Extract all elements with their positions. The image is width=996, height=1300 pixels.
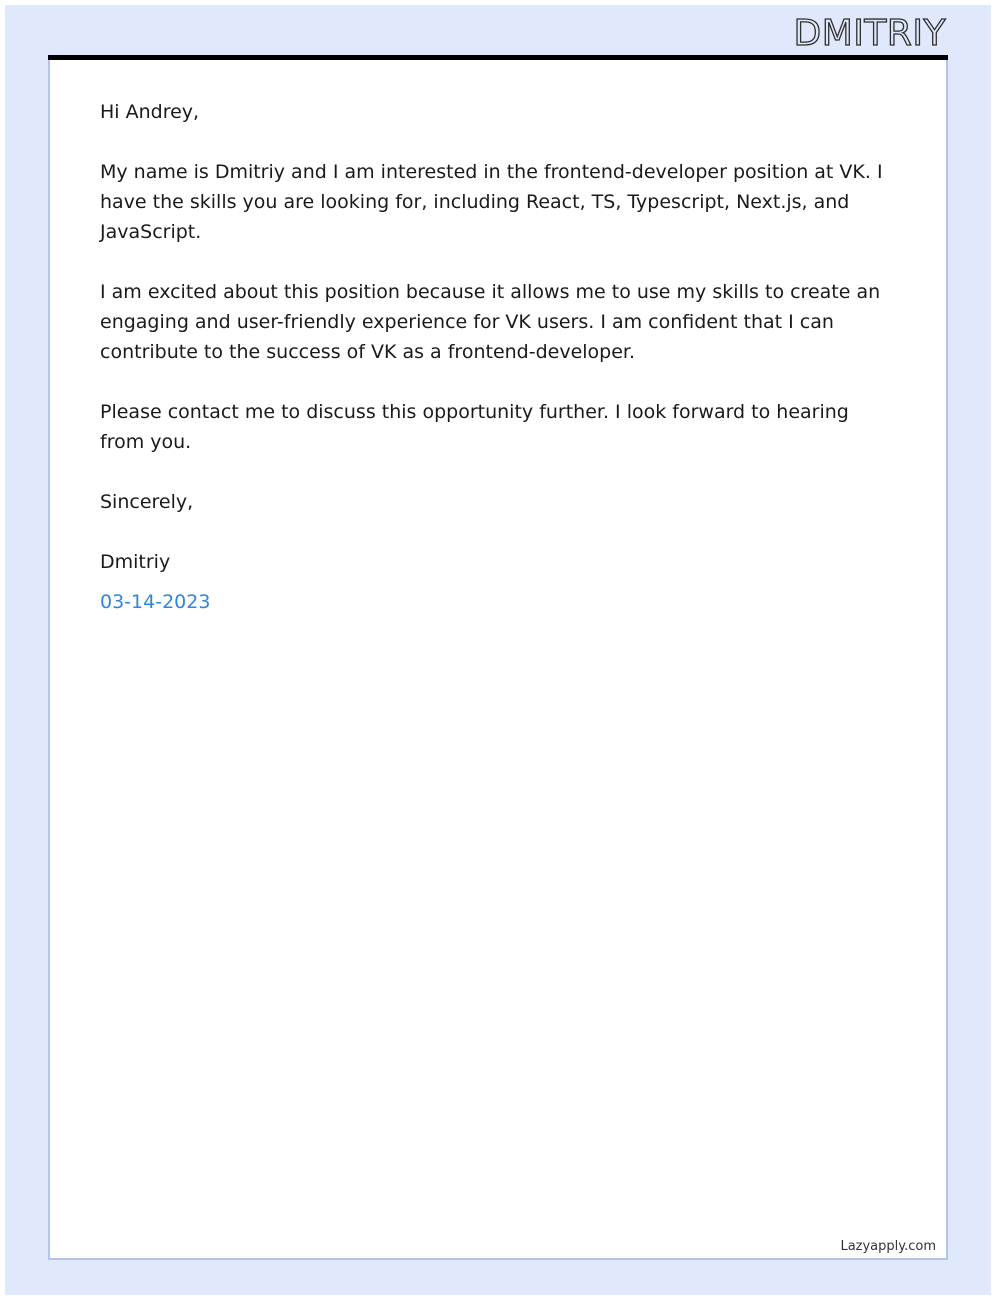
- footer-brand-link[interactable]: Lazyapply.com: [840, 1239, 936, 1254]
- letter-paragraph-2: I am excited about this position because it allows me to use my skills to create an engaging and user-friendly experience for VK users. I am confident that I can contribute to the success of VK as a frontend-developer.: [100, 281, 881, 363]
- letter-date: 03-14-2023: [100, 591, 211, 613]
- letter-paragraph-1: My name is Dmitriy and I am interested in the frontend-developer position at VK. I have the skills you are looking for, including React, TS, Typescript, Next.js, and JavaScript.: [100, 161, 883, 243]
- header-name: DMITRIY: [793, 13, 946, 54]
- letter-body: [100, 97, 890, 617]
- letter-greeting: Hi Andrey,: [100, 101, 200, 123]
- letter-closing: Sincerely,: [100, 491, 194, 513]
- letter-page: [48, 60, 948, 1260]
- letter-paragraph-3: Please contact me to discuss this opportunity further. I look forward to hearing from you.: [100, 401, 849, 453]
- letter-signature: Dmitriy: [100, 551, 171, 573]
